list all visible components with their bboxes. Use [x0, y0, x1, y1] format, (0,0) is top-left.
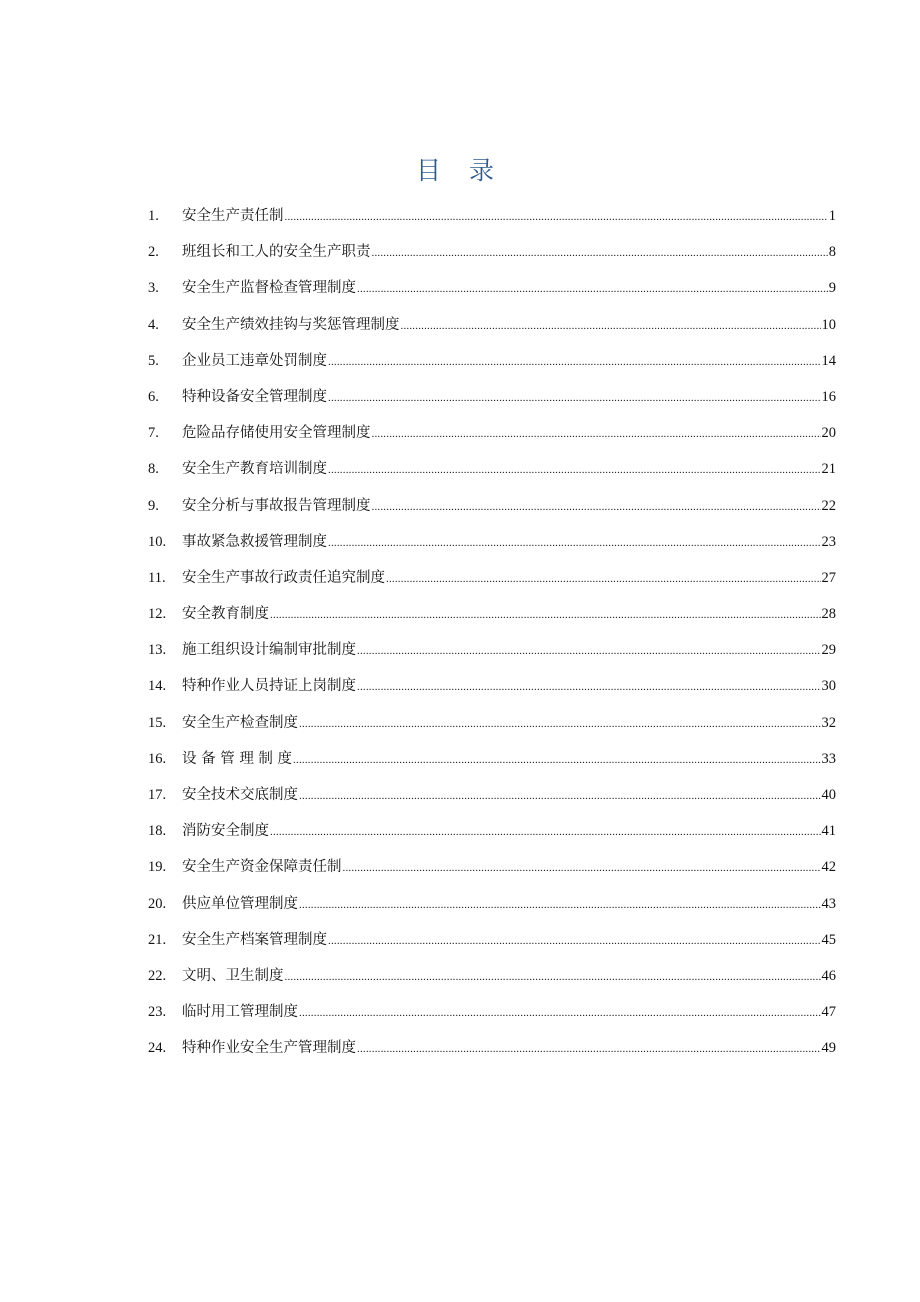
toc-entry-number: 12. — [148, 606, 167, 623]
toc-entry-page: 47 — [821, 1004, 836, 1021]
toc-entry-title: 安全生产监督检查管理制度 — [182, 280, 356, 297]
toc-entry-page: 32 — [821, 714, 836, 731]
toc-entry-number: 16. — [148, 750, 167, 767]
toc-entry-22[interactable] — [148, 958, 836, 994]
toc-entry-page: 9 — [828, 280, 836, 297]
dot-leader — [285, 959, 821, 995]
toc-entry-title: 安全教育制度 — [182, 606, 269, 623]
toc-entry-page: 22 — [821, 497, 836, 514]
toc-entry-number: 23. — [148, 1004, 167, 1021]
toc-entry-title: 供应单位管理制度 — [182, 895, 298, 912]
toc-entry-8[interactable] — [148, 451, 836, 487]
toc-entry-page: 29 — [821, 642, 836, 659]
toc-entry-12[interactable] — [148, 596, 836, 632]
toc-entry-title: 安全生产检查制度 — [182, 714, 298, 731]
dot-leader — [386, 561, 821, 597]
toc-entry-20[interactable] — [148, 886, 836, 922]
toc-entry-number: 14. — [148, 678, 167, 695]
toc-entry-title: 安全分析与事故报告管理制度 — [182, 497, 371, 514]
toc-entry-title: 特种设备安全管理制度 — [182, 388, 327, 405]
dot-leader — [285, 199, 828, 235]
dot-leader — [372, 235, 828, 271]
toc-entry-14[interactable] — [148, 668, 836, 704]
toc-entry-number: 9. — [148, 497, 159, 514]
toc-entry-4[interactable] — [148, 307, 836, 343]
toc-entry-17[interactable] — [148, 777, 836, 813]
dot-leader — [299, 778, 821, 814]
dot-leader — [343, 850, 821, 886]
toc-entry-7[interactable] — [148, 415, 836, 451]
toc-entry-page: 14 — [821, 352, 836, 369]
toc-entry-page: 10 — [821, 316, 836, 333]
toc-entry-number: 6. — [148, 388, 159, 405]
toc-entry-title: 特种作业安全生产管理制度 — [182, 1040, 356, 1057]
toc-entry-title: 消防安全制度 — [182, 823, 269, 840]
dot-leader — [357, 669, 821, 705]
toc-entry-title: 设 备 管 理 制 度 — [182, 750, 293, 767]
toc-entry-page: 21 — [821, 461, 836, 478]
dot-leader — [328, 344, 821, 380]
dot-leader — [357, 271, 828, 307]
toc-entry-number: 3. — [148, 280, 159, 297]
toc-entry-page: 8 — [828, 244, 836, 261]
toc-entry-page: 43 — [821, 895, 836, 912]
toc-entry-page: 41 — [821, 823, 836, 840]
dot-leader — [372, 489, 821, 525]
dot-leader — [270, 814, 821, 850]
toc-entry-number: 20. — [148, 895, 167, 912]
dot-leader — [357, 633, 821, 669]
dot-leader — [328, 525, 821, 561]
toc-entry-number: 13. — [148, 642, 167, 659]
toc-entry-number: 8. — [148, 461, 159, 478]
toc-entry-page: 30 — [821, 678, 836, 695]
toc-entry-page: 27 — [821, 569, 836, 586]
toc-entry-10[interactable] — [148, 524, 836, 560]
dot-leader — [293, 742, 820, 778]
toc-entry-5[interactable] — [148, 343, 836, 379]
toc-entry-16[interactable] — [148, 741, 836, 777]
toc-entry-1[interactable] — [148, 198, 836, 234]
toc-entry-title: 安全生产责任制 — [182, 208, 284, 224]
toc-entry-title: 安全生产绩效挂钩与奖惩管理制度 — [182, 316, 400, 333]
toc-entry-15[interactable] — [148, 705, 836, 741]
toc-entry-number: 17. — [148, 787, 167, 803]
toc-entry-23[interactable] — [148, 994, 836, 1030]
dot-leader — [299, 887, 821, 923]
dot-leader — [299, 706, 821, 742]
toc-entry-page: 28 — [821, 606, 836, 623]
dot-leader — [372, 416, 821, 452]
dot-leader — [328, 923, 821, 959]
toc-entry-number: 19. — [148, 859, 167, 876]
toc-entry-page: 1 — [828, 208, 836, 224]
toc-entry-number: 7. — [148, 425, 159, 442]
toc-entry-title: 安全生产教育培训制度 — [182, 461, 327, 478]
toc-entry-title: 事故紧急救援管理制度 — [182, 533, 327, 550]
toc-entry-title: 临时用工管理制度 — [182, 1004, 298, 1021]
toc-entry-title: 安全生产事故行政责任追究制度 — [182, 569, 385, 586]
toc-entry-number: 11. — [148, 569, 166, 586]
toc-title: 目 录 — [416, 156, 504, 185]
toc-entry-6[interactable] — [148, 379, 836, 415]
toc-entry-page: 42 — [821, 859, 836, 876]
dot-leader — [270, 597, 821, 633]
toc-entry-18[interactable] — [148, 813, 836, 849]
toc-entry-title: 文明、卫生制度 — [182, 967, 284, 984]
toc-entry-title: 安全生产档案管理制度 — [182, 931, 327, 948]
toc-entry-page: 23 — [821, 533, 836, 550]
toc-entry-19[interactable] — [148, 849, 836, 885]
toc-entry-title: 施工组织设计编制审批制度 — [182, 642, 356, 659]
toc-entry-number: 5. — [148, 352, 159, 369]
toc-entry-number: 18. — [148, 823, 167, 840]
toc-entry-11[interactable] — [148, 560, 836, 596]
toc-entry-13[interactable] — [148, 632, 836, 668]
dot-leader — [401, 308, 821, 344]
dot-leader — [328, 380, 821, 416]
toc-entry-3[interactable] — [148, 270, 836, 306]
toc-entry-9[interactable] — [148, 488, 836, 524]
toc-entry-number: 2. — [148, 244, 159, 261]
toc-entry-page: 49 — [821, 1040, 836, 1057]
dot-leader — [328, 452, 821, 488]
toc-entry-title: 安全技术交底制度 — [182, 787, 298, 803]
toc-entry-page: 40 — [821, 787, 836, 803]
toc-entry-number: 10. — [148, 533, 167, 550]
toc-entry-24[interactable] — [148, 1030, 836, 1066]
toc-entry-2[interactable] — [148, 234, 836, 270]
toc-entry-21[interactable] — [148, 922, 836, 958]
toc-entry-number: 1. — [148, 208, 159, 224]
toc-entry-number: 22. — [148, 967, 167, 984]
toc-entry-title: 班组长和工人的安全生产职责 — [182, 244, 371, 261]
toc-entry-number: 21. — [148, 931, 167, 948]
toc-entry-page: 20 — [821, 425, 836, 442]
toc-entry-number: 15. — [148, 714, 167, 731]
toc-entry-page: 46 — [821, 967, 836, 984]
toc-entry-number: 4. — [148, 316, 159, 333]
toc-entry-number: 24. — [148, 1040, 167, 1057]
toc-entry-title: 企业员工违章处罚制度 — [182, 352, 327, 369]
dot-leader — [299, 995, 821, 1031]
toc-entry-title: 特种作业人员持证上岗制度 — [182, 678, 356, 695]
toc-entry-page: 16 — [821, 388, 836, 405]
toc-entry-title: 危险品存储使用安全管理制度 — [182, 425, 371, 442]
toc-entry-page: 33 — [821, 750, 836, 767]
table-of-contents — [148, 198, 836, 1067]
toc-entry-title: 安全生产资金保障责任制 — [182, 859, 342, 876]
toc-entry-page: 45 — [821, 931, 836, 948]
dot-leader — [357, 1031, 821, 1067]
